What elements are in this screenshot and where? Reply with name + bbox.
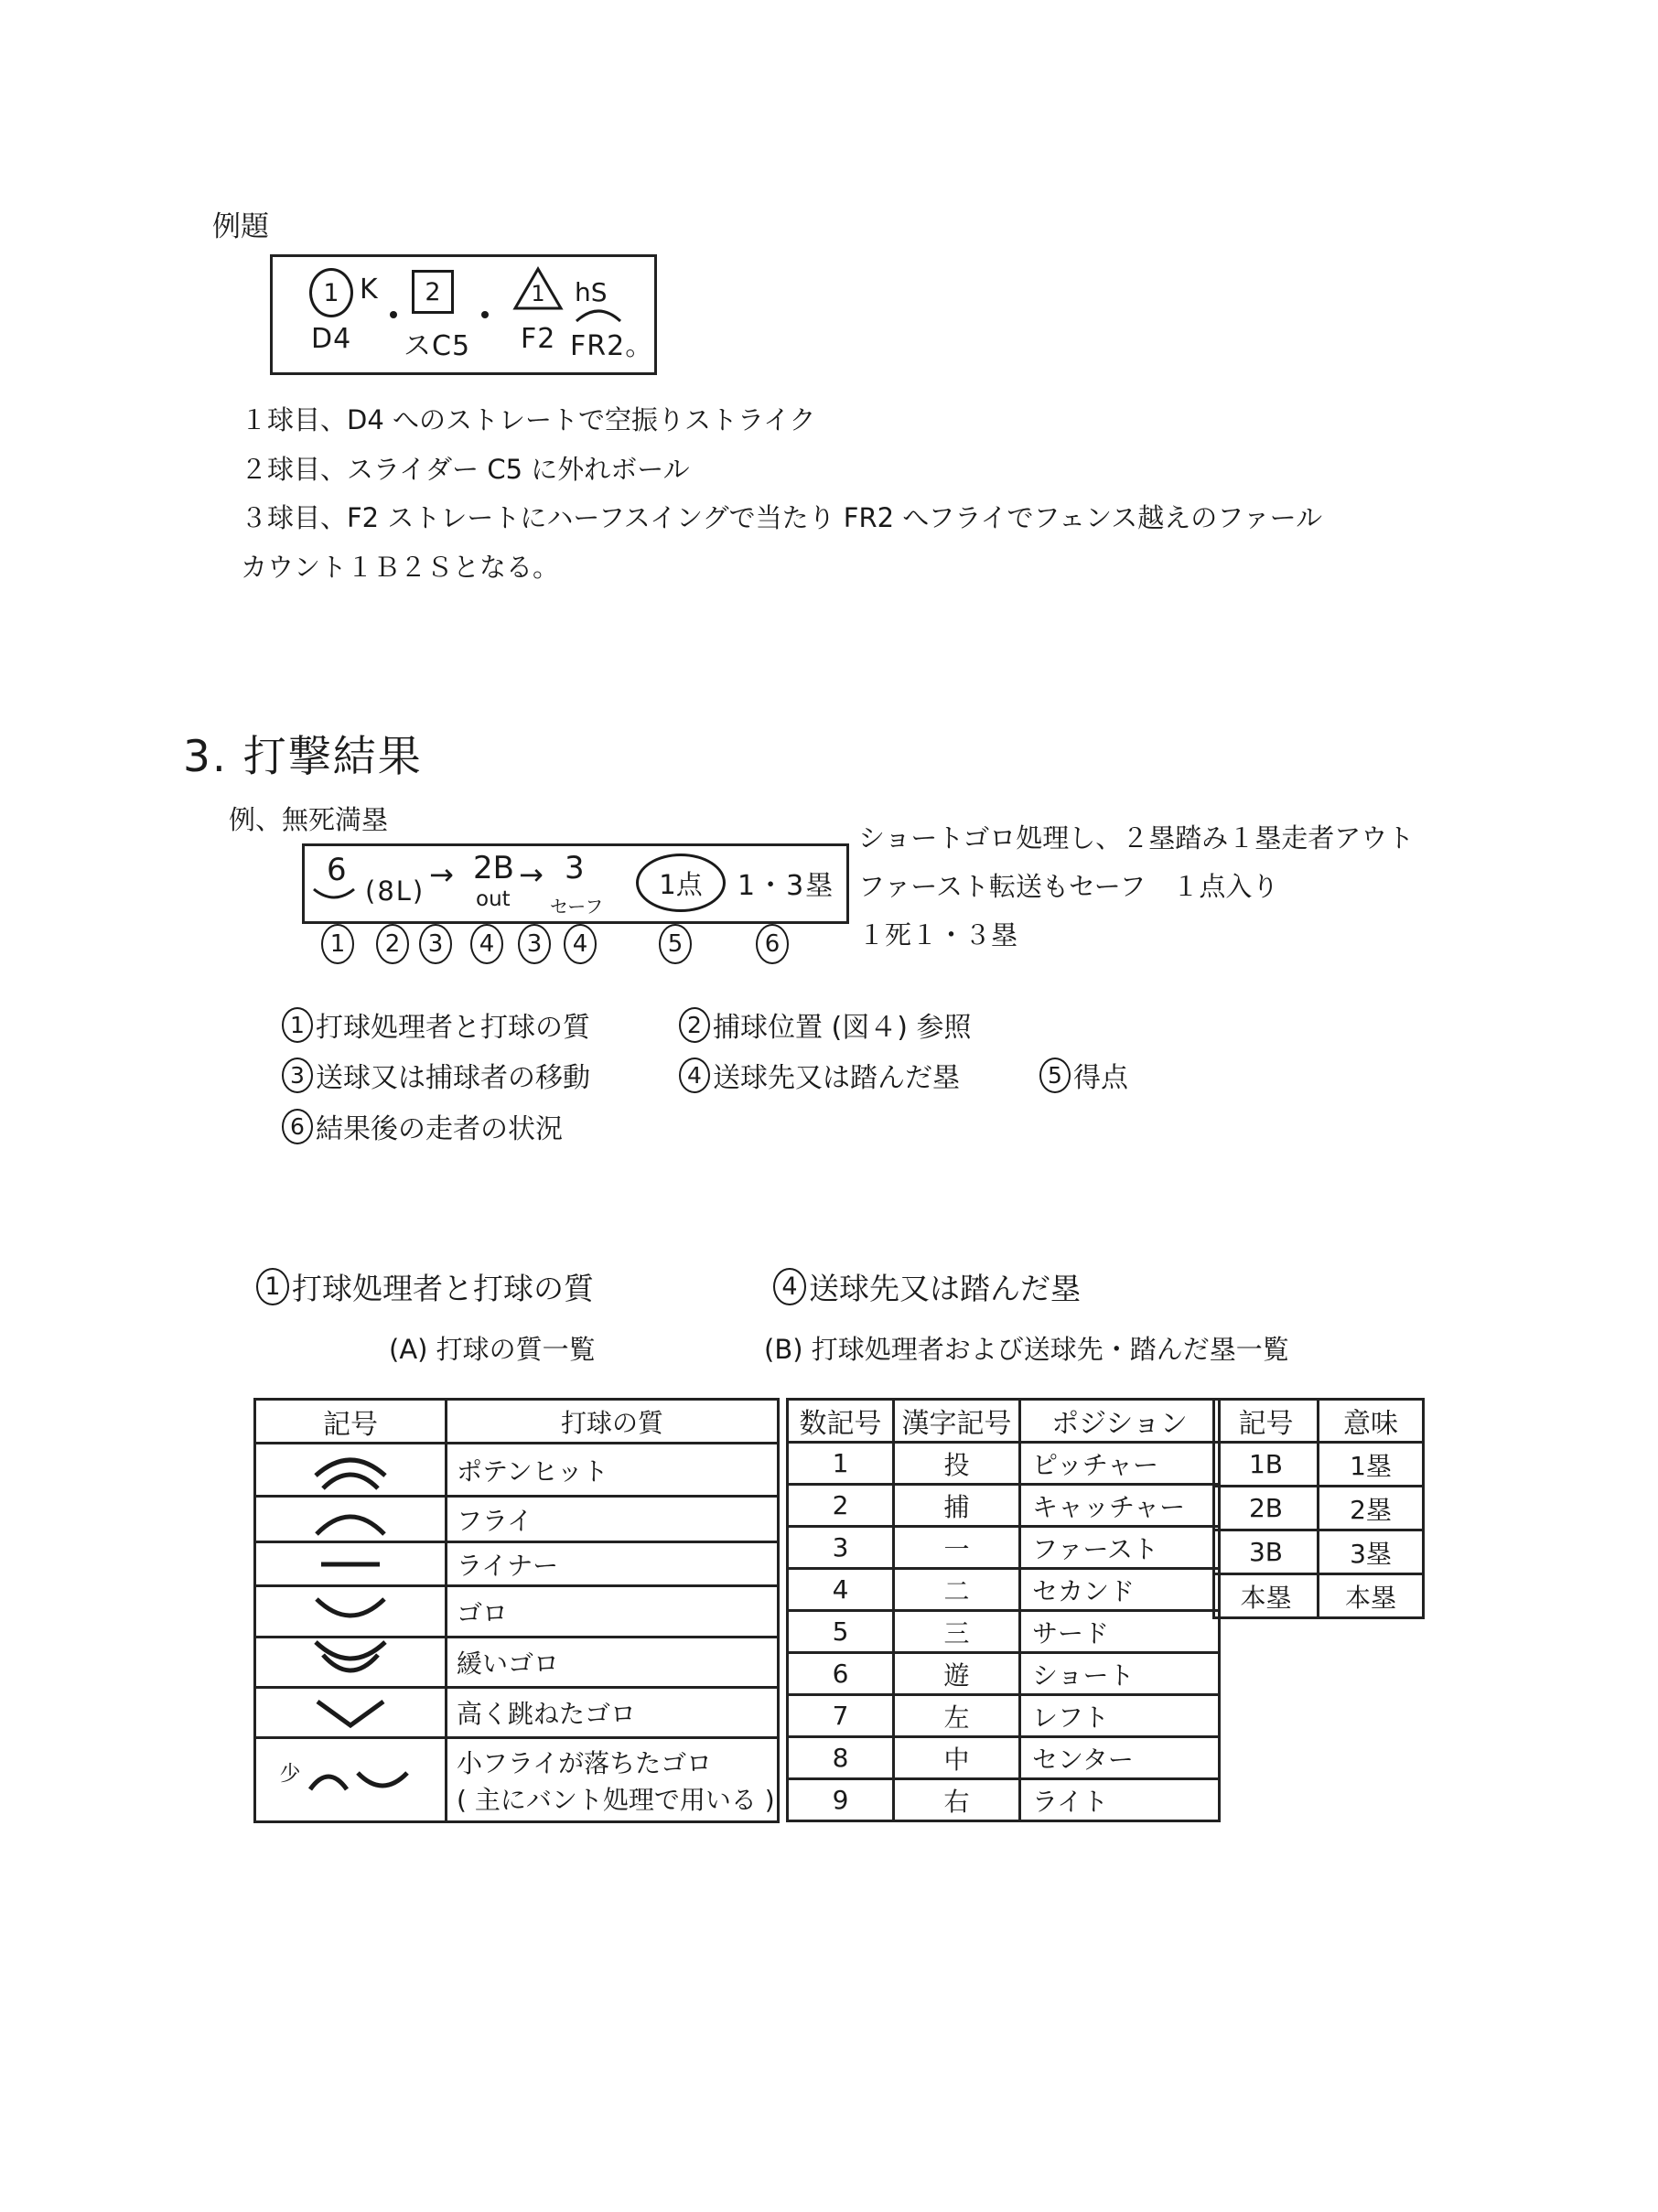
detail-heading-right: 4 送球先又は踏んだ塁 bbox=[773, 1265, 1081, 1308]
throw-destination-2: 3 bbox=[565, 850, 585, 886]
foul-label: FR2。 bbox=[570, 330, 654, 362]
circled-number-icon: 6 bbox=[282, 1109, 313, 1144]
liner-symbol-icon bbox=[305, 1544, 396, 1584]
example1-title: 例題 bbox=[212, 210, 269, 243]
catch-position: (8L) bbox=[365, 875, 425, 907]
pitch3-triangle-marker bbox=[512, 266, 564, 312]
column-header: ポジション bbox=[1020, 1400, 1220, 1443]
pitch1-number: 1 bbox=[323, 278, 339, 307]
circled-number-icon: 4 bbox=[773, 1268, 806, 1305]
table-row: ゴロ bbox=[255, 1586, 779, 1638]
callout-1: 1 bbox=[321, 924, 354, 964]
arrow-icon: → bbox=[429, 857, 454, 892]
blooper-symbol-icon bbox=[305, 1448, 396, 1492]
table-row: 9 右 ライト bbox=[788, 1779, 1220, 1821]
explanation-line: ２球目、スライダー C5 に外れボール bbox=[241, 453, 690, 485]
example2-notation-box bbox=[302, 843, 849, 924]
circled-number-icon: 1 bbox=[282, 1007, 313, 1043]
table-row: 7 左 レフト bbox=[788, 1695, 1220, 1737]
table-row: ライナー bbox=[255, 1542, 779, 1586]
callout-2: 2 bbox=[376, 924, 409, 964]
pitch1-circle-marker bbox=[309, 268, 353, 317]
table-row: 3B 3塁 bbox=[1214, 1530, 1424, 1574]
table-row: ポテンヒット bbox=[255, 1444, 779, 1497]
table-row: 6 遊 ショート bbox=[788, 1653, 1220, 1695]
arrow-icon: → bbox=[519, 857, 544, 892]
pitch2-label: スC5 bbox=[404, 330, 471, 362]
table-row: 4 二 セカンド bbox=[788, 1569, 1220, 1611]
example1-notation-box bbox=[270, 254, 657, 375]
fly-symbol-icon bbox=[305, 1499, 396, 1540]
separator-dot-icon bbox=[481, 311, 489, 318]
table-row: フライ bbox=[255, 1497, 779, 1542]
subheading-B: (B) 打球処理者および送球先・踏んだ塁一覧 bbox=[764, 1334, 1289, 1365]
runners-after: 1・3塁 bbox=[737, 870, 835, 902]
explanation-line: １球目、D4 へのストレートで空振りストライク bbox=[241, 404, 816, 435]
column-header: 漢字記号 bbox=[894, 1400, 1020, 1443]
explanation-line: ３球目、F2 ストレートにハーフスイングで当たり FR2 へフライでフェンス越えのファール bbox=[241, 502, 1323, 533]
column-header: 記号 bbox=[1214, 1400, 1319, 1443]
out-label: out bbox=[476, 887, 511, 911]
small-prefix-label: 少 bbox=[279, 1762, 301, 1786]
fielder-number: 6 bbox=[327, 852, 347, 888]
score-oval bbox=[636, 854, 726, 912]
column-header: 打球の質 bbox=[447, 1400, 779, 1444]
note-line: ショートゴロ処理し、２塁踏み１塁走者アウト bbox=[858, 822, 1415, 854]
subheading-A: (A) 打球の質一覧 bbox=[389, 1334, 596, 1365]
pitch3-number: 1 bbox=[531, 281, 545, 306]
table-row: 1 投 ピッチャー bbox=[788, 1443, 1220, 1485]
column-header: 記号 bbox=[255, 1400, 447, 1444]
table-row: 1B 1塁 bbox=[1214, 1443, 1424, 1487]
safe-label: セーフ bbox=[550, 896, 604, 918]
example1-explanation bbox=[241, 396, 1322, 592]
callout-3: 3 bbox=[419, 924, 452, 964]
section-heading: 3. 打撃結果 bbox=[183, 732, 423, 782]
circled-number-icon: 2 bbox=[679, 1007, 710, 1043]
callout-5: 3 bbox=[518, 924, 551, 964]
detail-heading-left: 1 打球処理者と打球の質 bbox=[256, 1265, 594, 1308]
legend-item-2: 2 捕球位置 (図４) 参照 bbox=[679, 1004, 971, 1045]
callout-6: 4 bbox=[564, 924, 597, 964]
table-row: 3 一 ファースト bbox=[788, 1527, 1220, 1569]
table-row: 高く跳ねたゴロ bbox=[255, 1688, 779, 1738]
example2-notes bbox=[858, 814, 1414, 960]
table-row: 5 三 サード bbox=[788, 1611, 1220, 1653]
legend-item-1: 1 打球処理者と打球の質 bbox=[282, 1004, 590, 1045]
column-header: 数記号 bbox=[788, 1400, 894, 1443]
pitch1-result: K bbox=[360, 274, 378, 306]
foul-halfswing-code: hS bbox=[575, 277, 608, 307]
table-row: 少 小フライが落ちたゴロ ( 主にバント処理で用いる ) bbox=[255, 1738, 779, 1822]
column-header: 意味 bbox=[1319, 1400, 1424, 1443]
pitch2-square-marker bbox=[412, 270, 454, 314]
legend-item-3: 3 送球又は捕球者の移動 bbox=[282, 1055, 590, 1095]
pitch1-label: D4 bbox=[311, 323, 352, 355]
grounder-arc-icon bbox=[310, 886, 358, 903]
legend-item-4: 4 送球先又は踏んだ塁 bbox=[679, 1055, 960, 1095]
table-row: 本塁 本塁 bbox=[1214, 1574, 1424, 1618]
circled-number-icon: 5 bbox=[1039, 1058, 1071, 1093]
score-label: 1点 bbox=[659, 868, 703, 900]
base-symbol-table bbox=[1212, 1398, 1425, 1619]
example2-caption: 例、無死満塁 bbox=[229, 804, 389, 835]
batted-ball-quality-table bbox=[253, 1398, 780, 1823]
pitch2-number: 2 bbox=[425, 277, 441, 306]
high-bounce-grounder-symbol-icon bbox=[305, 1692, 396, 1733]
circled-number-icon: 3 bbox=[282, 1058, 313, 1093]
legend-item-6: 6 結果後の走者の状況 bbox=[282, 1106, 563, 1146]
callout-4: 4 bbox=[470, 924, 503, 964]
slow-grounder-symbol-icon bbox=[305, 1638, 396, 1686]
table-row: 8 中 センター bbox=[788, 1737, 1220, 1779]
table-row: 緩いゴロ bbox=[255, 1638, 779, 1688]
callout-8: 6 bbox=[756, 924, 789, 964]
fly-arc-icon bbox=[573, 306, 624, 323]
note-line: １死１・３塁 bbox=[858, 919, 1018, 950]
grounder-symbol-icon bbox=[305, 1592, 396, 1632]
callout-7: 5 bbox=[659, 924, 692, 964]
circled-number-icon: 4 bbox=[679, 1058, 710, 1093]
position-code-table bbox=[786, 1398, 1221, 1822]
table-row: 2 捕 キャッチャー bbox=[788, 1485, 1220, 1527]
dropped-popup-grounder-symbol-icon bbox=[303, 1760, 422, 1800]
pitch3-label: F2 bbox=[521, 323, 556, 355]
table-row: 2B 2塁 bbox=[1214, 1487, 1424, 1530]
legend-item-5: 5 得点 bbox=[1039, 1055, 1128, 1095]
throw-destination-1: 2B bbox=[473, 850, 514, 886]
explanation-line: カウント１Ｂ２Ｓとなる。 bbox=[241, 551, 560, 583]
separator-dot-icon bbox=[390, 311, 397, 318]
circled-number-icon: 1 bbox=[256, 1268, 289, 1305]
note-line: ファースト転送もセーフ １点入り bbox=[858, 871, 1279, 902]
